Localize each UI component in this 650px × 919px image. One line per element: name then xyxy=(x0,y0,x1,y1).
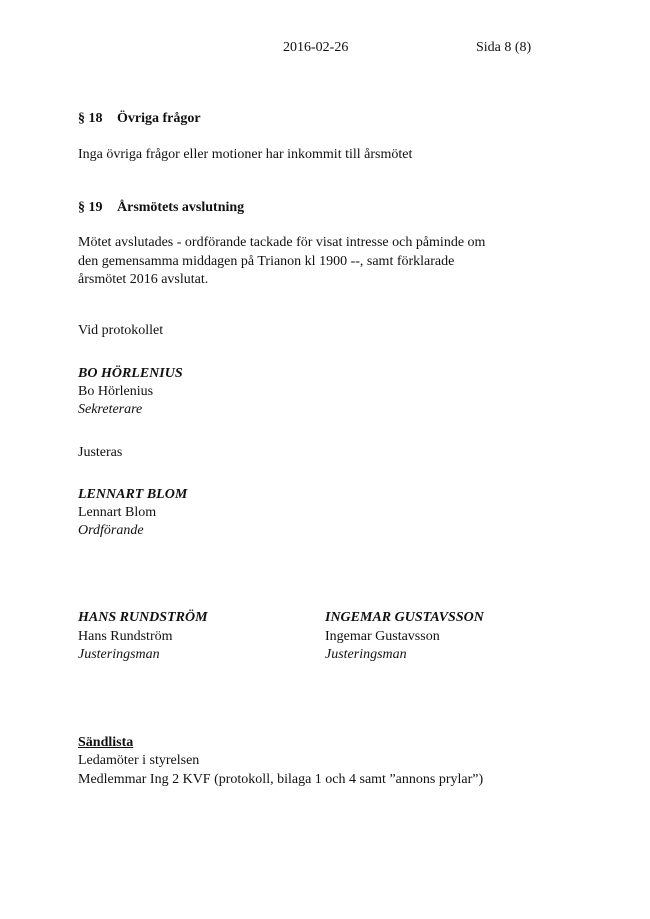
sandlista-title: Sändlista xyxy=(78,735,134,750)
vid-protokollet-label: Vid protokollet xyxy=(78,323,164,338)
sandlista-item: Medlemmar Ing 2 KVF (protokoll, bilaga 1 och 4 samt ”annons prylar”) xyxy=(78,771,484,787)
secretary-name: Bo Hörlenius xyxy=(78,384,154,399)
chair-signature: LENNART BLOM xyxy=(78,487,188,502)
section-18-title: Övriga frågor xyxy=(117,111,201,126)
section-19-line: årsmötet 2016 avslutat. xyxy=(78,272,209,287)
justeras-label: Justeras xyxy=(78,445,123,460)
adjuster-1-signature: HANS RUNDSTRÖM xyxy=(78,610,208,625)
section-19-line: Mötet avslutades - ordförande tackade för visat intresse och påminde om xyxy=(78,235,486,250)
sandlista-list xyxy=(78,752,548,789)
section-19-number: § 19 xyxy=(78,200,103,215)
section-19-paragraph xyxy=(78,234,548,290)
section-19-title: Årsmötets avslutning xyxy=(117,200,245,215)
header-date: 2016-02-26 xyxy=(283,40,349,55)
adjuster-2-name: Ingemar Gustavsson xyxy=(325,629,440,644)
section-18-text: Inga övriga frågor eller motioner har inkommit till årsmötet xyxy=(78,147,413,162)
section-18-number: § 18 xyxy=(78,111,103,126)
section-19-line: den gemensamma middagen på Trianon kl 1900 --, samt förklarade xyxy=(78,253,455,269)
chair-role: Ordförande xyxy=(78,523,144,538)
adjuster-1-name: Hans Rundström xyxy=(78,629,173,644)
secretary-role: Sekreterare xyxy=(78,402,143,417)
sandlista-item: Ledamöter i styrelsen xyxy=(78,753,200,768)
chair-name: Lennart Blom xyxy=(78,505,157,520)
header-page-number: Sida 8 (8) xyxy=(476,40,532,55)
adjuster-2-role: Justeringsman xyxy=(325,647,407,662)
adjuster-2-signature: INGEMAR GUSTAVSSON xyxy=(325,610,484,625)
adjuster-1-role: Justeringsman xyxy=(78,647,160,662)
secretary-signature: BO HÖRLENIUS xyxy=(78,366,183,381)
